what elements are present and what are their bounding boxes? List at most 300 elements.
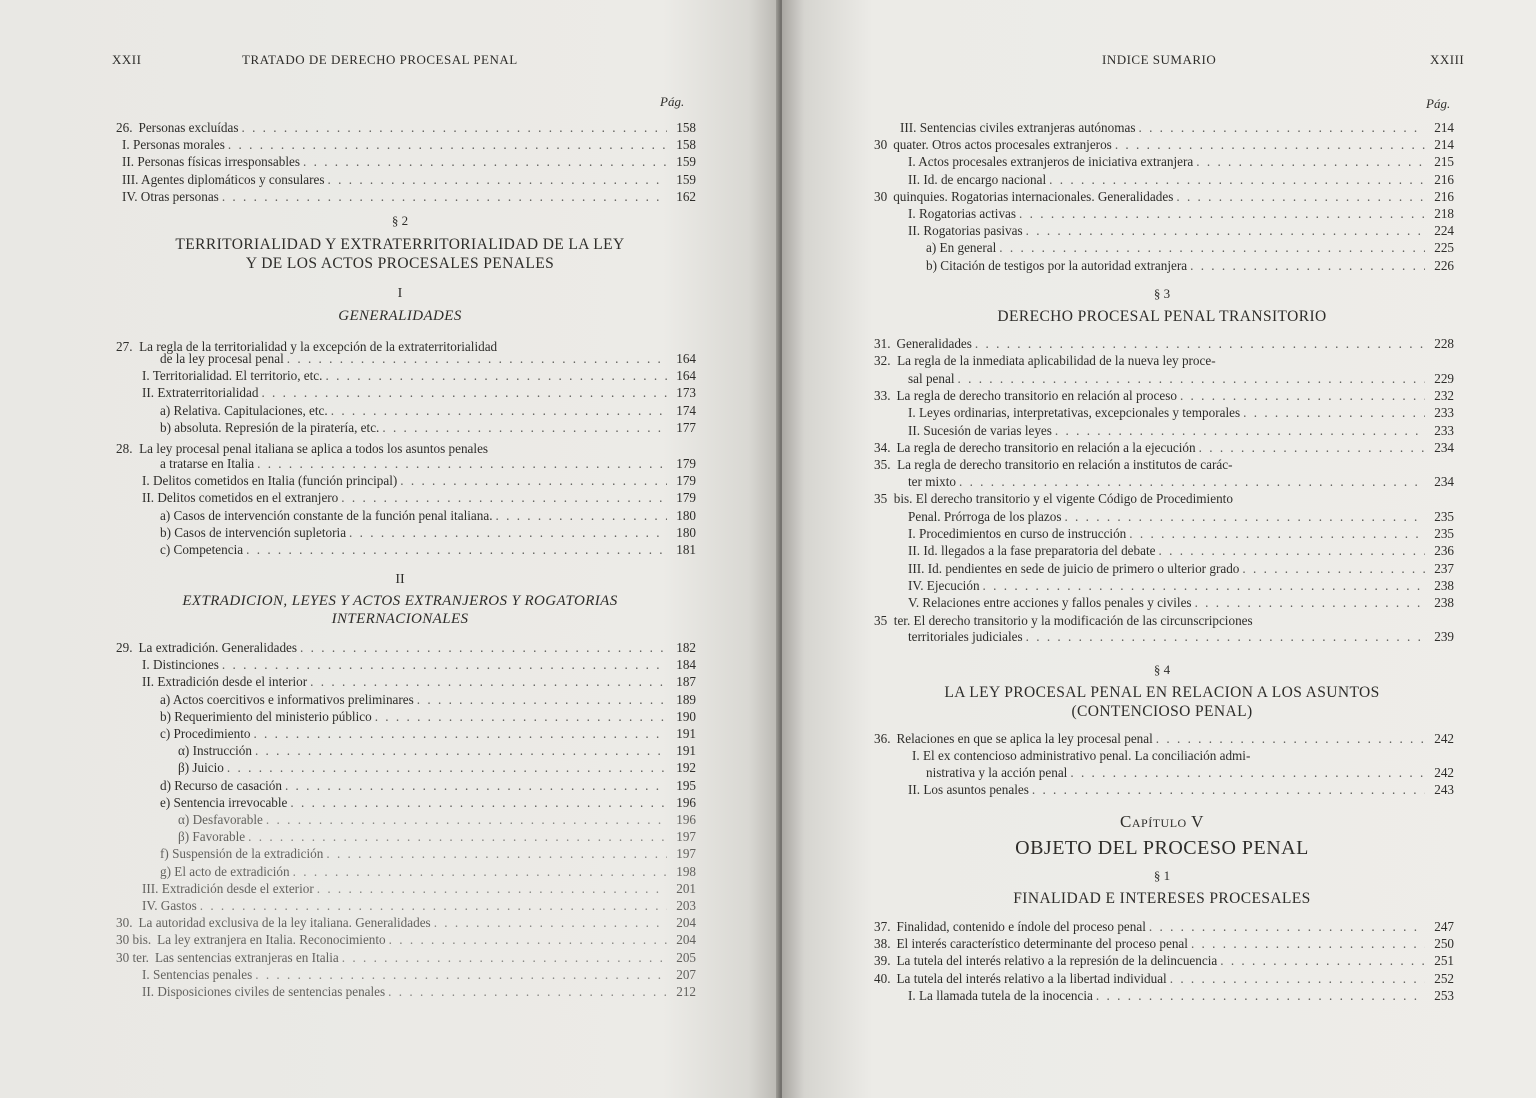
toc-entry (908, 560, 1454, 577)
leader-dots (341, 489, 667, 506)
toc-entry-text: I. Actos procesales extranjeros de iniciativa extranjera (908, 154, 1194, 170)
toc-page-number: 243 (1434, 782, 1454, 798)
toc-entry-text: I. Territorialidad. El territorio, etc. (142, 368, 323, 384)
leader-dots (241, 119, 667, 136)
leader-dots (400, 472, 667, 489)
entry-32-line1: 32. La regla de la inmediata aplicabilidad de la nueva ley proce- (874, 353, 1216, 368)
toc-entry (142, 384, 696, 401)
toc-entry (116, 914, 696, 931)
toc-page-number: 234 (1434, 474, 1454, 489)
toc-entry-text: III. Sentencias civiles extranjeras autónomas (900, 120, 1136, 135)
leader-dots (959, 473, 1425, 490)
toc-page-number: 191 (676, 743, 696, 759)
section-title-4-line1: LA LEY PROCESAL PENAL EN RELACION A LOS ASUNTOS (944, 684, 1380, 701)
leader-dots (999, 239, 1425, 256)
toc-page-number: 212 (676, 984, 696, 999)
toc-entry (160, 402, 696, 419)
toc-page-number: 216 (1434, 188, 1454, 204)
chapter-label: Capítulo V (1120, 812, 1204, 831)
toc-page-number: 207 (676, 966, 696, 982)
leader-dots (1149, 918, 1425, 935)
toc-entry-text: sal penal (908, 371, 955, 386)
toc-entry (160, 455, 696, 472)
toc-entry-number: 30 bis. (116, 932, 152, 948)
toc-entry (908, 628, 1454, 645)
toc-entry-text: Las sentencias extranjeras en Italia (154, 949, 339, 965)
toc-entry (874, 952, 1454, 969)
toc-page-number: 197 (676, 829, 696, 845)
left-pag-label: Pág. (660, 94, 685, 109)
toc-entry (908, 153, 1454, 170)
left-running-head: TRATADO DE DERECHO PROCESAL PENAL (242, 52, 518, 67)
toc-entry-text: La extradición. Generalidades (138, 640, 298, 655)
toc-page-number: 247 (1434, 919, 1454, 934)
toc-entry (874, 439, 1454, 456)
toc-entry-number: 36. (874, 731, 891, 746)
toc-page-number: 174 (676, 402, 696, 418)
toc-entry-number: 31. (874, 336, 891, 351)
entry-35ter-line1: 35 ter. El derecho transitorio y la modificación de las circunscripciones (874, 613, 1253, 628)
leader-dots (983, 577, 1425, 594)
toc-page-number: 235 (1434, 509, 1454, 524)
leader-dots (1138, 119, 1425, 136)
toc-entry (160, 725, 696, 742)
toc-entry-text: a tratarse en Italia (160, 456, 255, 471)
leader-dots (1196, 153, 1425, 170)
section-title-2-line2: Y DE LOS ACTOS PROCESALES PENALES (245, 255, 555, 272)
right-page (782, 0, 1536, 1098)
toc-entry-text: quater. Otros actos procesales extranjeros (893, 137, 1112, 153)
toc-entry (160, 524, 696, 541)
toc-entry (908, 404, 1454, 421)
toc-entry-text: Personas excluídas (138, 120, 239, 135)
leader-dots (1176, 188, 1425, 205)
toc-entry-number: 30 ter. (116, 949, 149, 965)
toc-entry-text: II. Id. llegados a la fase preparatoria del debate (908, 543, 1156, 559)
toc-entry-text: ter mixto (908, 474, 956, 489)
entry-27-line1: 27. La regla de la territorialidad y la excepción de la extraterritorialidad (116, 339, 498, 354)
leader-dots (1220, 952, 1425, 969)
toc-page-number: 173 (676, 385, 696, 401)
toc-entry-text: IV. Gastos (142, 898, 197, 913)
toc-entry-text: a) Actos coercitivos e informativos preliminares (160, 691, 414, 707)
leader-dots (1115, 136, 1425, 153)
toc-entry (142, 897, 696, 914)
section-mark-3: § 3 (1153, 286, 1171, 301)
toc-page-number: 224 (1434, 223, 1454, 239)
toc-entry-text: a) Casos de intervención constante de la función penal italiana. (160, 507, 493, 523)
toc-entry (122, 153, 696, 170)
toc-page-number: 251 (1434, 953, 1454, 969)
leader-dots (1019, 205, 1425, 222)
toc-entry (874, 970, 1454, 987)
leader-dots (342, 949, 667, 966)
toc-page-number: 182 (676, 640, 696, 655)
toc-entry-text: La tutela del interés relativo a la represión de la delincuencia (896, 953, 1218, 969)
toc-entry-text: b) absoluta. Represión de la piratería, etc. (160, 419, 380, 435)
toc-entry-text: b) Casos de intervención supletoria (160, 524, 347, 540)
toc-entry (874, 335, 1454, 352)
leader-dots (389, 931, 667, 948)
leader-dots (1049, 171, 1425, 188)
toc-page-number: 216 (1434, 171, 1454, 187)
toc-page-number: 179 (676, 490, 696, 506)
toc-entry-text: α) Desfavorable (178, 812, 263, 827)
leader-dots (388, 983, 667, 1000)
toc-page-number: 215 (1434, 154, 1454, 170)
toc-entry-number: 26. (116, 120, 133, 135)
toc-entry (908, 370, 1454, 387)
toc-entry-text: La regla de derecho transitorio en relación a la ejecución (896, 439, 1196, 455)
toc-entry-text: IV. Otras personas (122, 188, 219, 204)
toc-page-number: 158 (676, 120, 696, 135)
leader-dots (222, 188, 667, 205)
toc-entry-text: quinquies. Rogatorias internacionales. Generalidades (893, 188, 1174, 204)
toc-entry (142, 656, 696, 673)
toc-page-number: 195 (676, 777, 696, 793)
toc-page-number: 252 (1434, 970, 1454, 986)
toc-entry-text: β) Favorable (178, 829, 246, 845)
toc-entry (926, 764, 1454, 781)
toc-page-number: 214 (1434, 120, 1454, 135)
subtitle-extradicion-line1: EXTRADICION, LEYES Y ACTOS EXTRANJEROS Y ROGATORIAS (182, 593, 618, 609)
leader-dots (1096, 987, 1425, 1004)
leader-dots (1032, 781, 1425, 798)
toc-page-number: 234 (1434, 439, 1454, 455)
leader-dots (257, 455, 667, 472)
toc-entry-number: 29. (116, 640, 133, 655)
leader-dots (200, 897, 667, 914)
leader-dots (958, 370, 1425, 387)
toc-page-number: 203 (676, 898, 696, 913)
toc-entry-text: II. Los asuntos penales (908, 782, 1029, 798)
toc-entry-text: II. Delitos cometidos en el extranjero (142, 490, 339, 506)
section-mark-2: § 2 (391, 213, 409, 228)
toc-page-number: 205 (676, 949, 696, 965)
toc-entry (178, 742, 696, 759)
toc-entry-text: II. Personas físicas irresponsables (122, 154, 300, 170)
toc-entry-text: territoriales judiciales (908, 629, 1023, 644)
toc-entry-text: a) En general (926, 240, 997, 256)
section-title-3: DERECHO PROCESAL PENAL TRANSITORIO (997, 308, 1327, 325)
toc-entry-text: c) Competencia (160, 542, 244, 557)
left-folio: XXII (112, 52, 142, 67)
toc-entry (160, 541, 696, 558)
toc-page-number: 204 (676, 932, 696, 948)
toc-page-number: 233 (1434, 405, 1454, 421)
toc-entry (908, 594, 1454, 611)
toc-entry-number: 40. (874, 970, 891, 986)
toc-page-number: 232 (1434, 388, 1454, 404)
toc-entry (908, 508, 1454, 525)
leader-dots (222, 656, 667, 673)
toc-entry (178, 828, 696, 845)
leader-dots (1055, 422, 1425, 439)
leader-dots (1156, 730, 1425, 747)
leader-dots (290, 794, 667, 811)
leader-dots (255, 742, 667, 759)
toc-entry (142, 489, 696, 506)
toc-entry (874, 918, 1454, 935)
toc-entry (178, 759, 696, 776)
leader-dots (310, 673, 667, 690)
leader-dots (496, 507, 668, 524)
toc-page-number: 198 (676, 863, 696, 879)
toc-entry-number: 37. (874, 919, 891, 934)
toc-entry-text: de la ley procesal penal (160, 351, 284, 366)
toc-entry-text: II. Id. de encargo nacional (908, 171, 1047, 187)
toc-entry (908, 781, 1454, 798)
toc-entry (926, 257, 1454, 274)
toc-entry (116, 639, 696, 656)
section-title-2-line1: TERRITORIALIDAD Y EXTRATERRITORIALIDAD DE LA LEY (175, 236, 625, 253)
toc-entry-text: d) Recurso de casación (160, 777, 282, 793)
toc-entry (908, 473, 1454, 490)
toc-entry (142, 673, 696, 690)
toc-entry-text: I. Delitos cometidos en Italia (función principal) (142, 473, 398, 489)
leader-dots (375, 708, 667, 725)
leader-dots (349, 524, 667, 541)
toc-entry (122, 188, 696, 205)
toc-entry (116, 119, 696, 136)
toc-entry-text: II. Extradición desde el interior (142, 674, 308, 690)
toc-page-number: 236 (1434, 543, 1454, 559)
leader-dots (287, 350, 667, 367)
leader-dots (303, 153, 667, 170)
toc-entry-text: I. Sentencias penales (142, 966, 253, 982)
toc-entry (178, 811, 696, 828)
toc-entry-number: 38. (874, 936, 891, 952)
toc-entry (900, 119, 1454, 136)
toc-entry-number: 33. (874, 388, 891, 404)
leader-dots (266, 811, 667, 828)
toc-page-number: 250 (1434, 936, 1454, 952)
section-title-1: FINALIDAD E INTERESES PROCESALES (1013, 890, 1311, 907)
toc-page-number: 201 (676, 880, 696, 896)
toc-page-number: 237 (1434, 560, 1454, 576)
leader-dots (248, 828, 667, 845)
toc-entry-text: El interés característico determinante del proceso penal (896, 936, 1188, 952)
toc-entry (160, 691, 696, 708)
toc-entry (142, 966, 696, 983)
leader-dots (331, 402, 667, 419)
leader-dots (227, 759, 667, 776)
toc-page-number: 242 (1434, 731, 1454, 746)
leader-dots (255, 966, 667, 983)
section-mark-1: § 1 (1153, 868, 1171, 883)
toc-entry (874, 136, 1454, 153)
toc-page-number: 239 (1434, 629, 1454, 644)
toc-entry-text: I. La llamada tutela de la inocencia (908, 987, 1093, 1003)
toc-page-number: 253 (1434, 987, 1454, 1003)
toc-page-number: 228 (1434, 336, 1454, 351)
toc-page-number: 235 (1434, 526, 1454, 542)
toc-entry-text: nistrativa y la acción penal (926, 765, 1068, 780)
toc-entry (160, 350, 696, 367)
toc-entry-text: II. Extraterritorialidad (142, 385, 259, 401)
toc-page-number: 242 (1434, 765, 1454, 780)
toc-entry (160, 419, 696, 436)
toc-page-number: 197 (676, 846, 696, 862)
leader-dots (1170, 970, 1425, 987)
leader-dots (300, 639, 667, 656)
leader-dots (1026, 628, 1425, 645)
right-folio: XXIII (1430, 52, 1465, 67)
toc-entry (874, 387, 1454, 404)
toc-page-number: 162 (676, 188, 696, 204)
toc-entry-text: La tutela del interés relativo a la libertad individual (896, 970, 1167, 986)
toc-page-number: 196 (676, 794, 696, 810)
toc-entry (160, 708, 696, 725)
subtitle-generalidades: GENERALIDADES (338, 308, 462, 324)
toc-page-number: 192 (676, 760, 696, 776)
toc-page-number: 191 (676, 726, 696, 741)
toc-entry-text: Relaciones en que se aplica la ley procesal penal (896, 731, 1153, 746)
toc-entry-text: I. Rogatorias activas (908, 206, 1017, 221)
leader-dots (253, 725, 667, 742)
toc-entry (908, 525, 1454, 542)
toc-entry (874, 935, 1454, 952)
toc-entry (908, 542, 1454, 559)
leader-dots (261, 384, 667, 401)
toc-page-number: 233 (1434, 422, 1454, 438)
toc-entry (908, 171, 1454, 188)
toc-page-number: 189 (676, 691, 696, 707)
toc-entry (142, 983, 696, 1000)
toc-entry (142, 367, 696, 384)
toc-page-number: 190 (676, 708, 696, 724)
roman-heading-1: I (397, 286, 403, 301)
toc-entry-text: I. Distinciones (142, 657, 219, 673)
toc-entry (116, 949, 696, 966)
leader-dots (1190, 257, 1425, 274)
toc-entry-text: IV. Ejecución (908, 577, 980, 593)
entry-35bis-line1: 35 bis. El derecho transitorio y el vigente Código de Procedimiento (874, 491, 1233, 506)
toc-entry-number: 39. (874, 953, 891, 969)
right-pag-label: Pág. (1426, 96, 1451, 111)
toc-entry (908, 205, 1454, 222)
toc-entry (908, 577, 1454, 594)
toc-entry-number: 30. (116, 915, 133, 931)
toc-page-number: 180 (676, 507, 696, 523)
toc-entry-text: β) Juicio (178, 760, 224, 776)
leader-dots (1199, 439, 1425, 456)
entry-28-line1: 28. La ley procesal penal italiana se aplica a todos los asuntos penales (116, 441, 489, 456)
toc-entry-text: a) Relativa. Capitulaciones, etc. (160, 402, 328, 418)
leader-dots (285, 777, 667, 794)
leader-dots (382, 419, 667, 436)
toc-page-number: 164 (676, 368, 696, 384)
toc-entry-text: I. Leyes ordinarias, interpretativas, excepcionales y temporales (908, 405, 1241, 421)
toc-entry (160, 777, 696, 794)
toc-entry-text: c) Procedimiento (160, 726, 251, 741)
toc-page-number: 229 (1434, 371, 1454, 386)
entry-35-line1: 35. La regla de derecho transitorio en relación a institutos de carác- (874, 457, 1233, 472)
toc-entry (160, 507, 696, 524)
leader-dots (1064, 508, 1425, 525)
leader-dots (1195, 594, 1425, 611)
section-title-4-line2: (CONTENCIOSO PENAL) (1071, 703, 1253, 720)
toc-entry-text: Penal. Prórroga de los plazos (908, 509, 1062, 524)
leader-dots (325, 367, 667, 384)
section-mark-4: § 4 (1153, 662, 1171, 677)
toc-page-number: 179 (676, 473, 696, 489)
toc-entry-text: III. Agentes diplomáticos y consulares (122, 171, 325, 187)
toc-entry-text: La regla de derecho transitorio en relación al proceso (896, 388, 1177, 404)
leader-dots (228, 136, 667, 153)
leader-dots (1129, 525, 1425, 542)
subtitle-extradicion-line2: INTERNACIONALES (331, 611, 469, 627)
leader-dots (293, 863, 667, 880)
leader-dots (1180, 387, 1425, 404)
toc-page-number: 159 (676, 171, 696, 187)
toc-entry-number: 30 (874, 188, 888, 204)
toc-page-number: 179 (676, 456, 696, 471)
toc-page-number: 159 (676, 154, 696, 170)
right-running-head: INDICE SUMARIO (1102, 52, 1217, 67)
entry-36-I-line1: I. El ex contencioso administrativo penal. La conciliación admi- (912, 748, 1251, 763)
toc-entry (926, 239, 1454, 256)
toc-page-number: 184 (676, 657, 696, 673)
toc-page-number: 226 (1434, 257, 1454, 273)
toc-entry-text: g) El acto de extradición (160, 863, 290, 879)
toc-entry (142, 472, 696, 489)
toc-entry-text: e) Sentencia irrevocable (160, 794, 288, 810)
leader-dots (1191, 935, 1425, 952)
toc-page-number: 187 (676, 674, 696, 690)
leader-dots (1070, 764, 1425, 781)
toc-entry-text: III. Id. pendientes en sede de juicio de primero o ulterior grado (908, 560, 1240, 576)
toc-entry (160, 794, 696, 811)
toc-entry (122, 136, 696, 153)
leader-dots (1026, 222, 1425, 239)
toc-entry-number: 30 (874, 137, 888, 153)
leader-dots (317, 880, 667, 897)
toc-page-number: 238 (1434, 595, 1454, 610)
toc-entry-text: b) Requerimiento del ministerio público (160, 708, 372, 724)
toc-entry (160, 845, 696, 862)
toc-page-number: 180 (676, 524, 696, 540)
toc-page-number: 204 (676, 915, 696, 931)
toc-entry (908, 422, 1454, 439)
leader-dots (975, 335, 1425, 352)
toc-entry (116, 931, 696, 948)
toc-entry-text: b) Citación de testigos por la autoridad extranjera (926, 257, 1188, 273)
toc-page-number: 214 (1434, 137, 1454, 153)
leader-dots (1159, 542, 1425, 559)
toc-entry-text: La ley extranjera en Italia. Reconocimiento (157, 932, 386, 948)
toc-page-number: 164 (676, 351, 696, 366)
leader-dots (434, 914, 667, 931)
toc-entry-number: 34. (874, 439, 891, 455)
toc-entry (908, 222, 1454, 239)
toc-page-number: 158 (676, 137, 696, 153)
toc-entry-text: I. Personas morales (122, 137, 225, 153)
toc-entry-text: Finalidad, contenido e índole del proceso penal (896, 919, 1146, 934)
toc-entry (874, 188, 1454, 205)
toc-entry-text: II. Disposiciones civiles de sentencias penales (142, 984, 386, 999)
toc-page-number: 238 (1434, 577, 1454, 593)
toc-entry (160, 863, 696, 880)
leader-dots (328, 171, 667, 188)
roman-heading-2: II (395, 572, 405, 587)
leader-dots (326, 845, 667, 862)
toc-entry (122, 171, 696, 188)
chapter-title: OBJETO DEL PROCESO PENAL (1015, 837, 1309, 859)
toc-entry-text: La autoridad exclusiva de la ley italiana. Generalidades (138, 915, 431, 931)
toc-page-number: 177 (676, 419, 696, 435)
toc-entry-text: α) Instrucción (178, 743, 252, 759)
